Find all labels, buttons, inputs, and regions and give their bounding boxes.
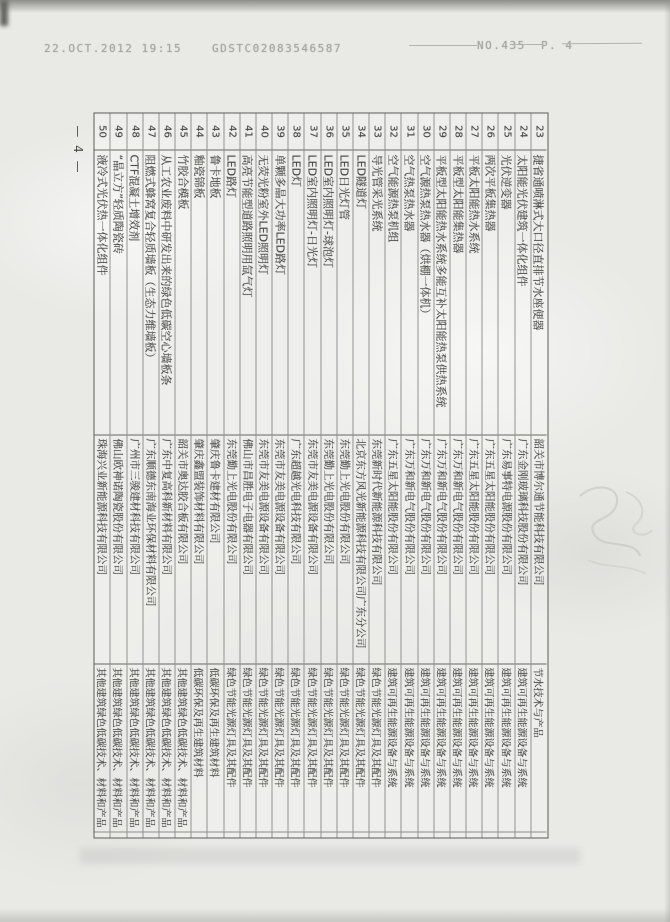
table-row xyxy=(288,113,304,837)
category-cell: 建筑可再生能源设备与系统 xyxy=(515,663,530,831)
margin-cell xyxy=(240,831,255,837)
category-cell: 建筑可再生能源设备与系统 xyxy=(434,663,449,831)
margin-cell xyxy=(110,831,125,837)
table-row xyxy=(224,113,240,837)
category-cell: 绿色节能光源灯具及其配件 xyxy=(256,663,271,831)
table-row xyxy=(240,113,256,837)
row-number-cell: 26 xyxy=(484,124,496,138)
margin-cell xyxy=(369,831,384,837)
fax-page-label: P. 4 xyxy=(541,39,574,52)
company-cell: 广东顺德东南海业环保材料有限公司 xyxy=(143,434,158,663)
table-row xyxy=(401,113,417,837)
margin-cell xyxy=(531,831,546,837)
table-row xyxy=(385,113,401,837)
company-cell: 广东金刚玻璃科技股份有限公司 xyxy=(515,434,530,663)
product-cell: LED室内照明灯-球泡灯 xyxy=(321,149,336,434)
row-number-cell: 41 xyxy=(241,124,253,138)
fax-no-label: NO.435 xyxy=(477,39,526,52)
margin-cell xyxy=(418,831,433,837)
category-cell: 绿色节能光源灯具及其配件 xyxy=(321,663,336,831)
fax-header-line xyxy=(409,45,477,46)
scan-edge-shadow xyxy=(664,0,670,922)
fax-datetime: 22.OCT.2012 19:15 xyxy=(44,42,183,55)
product-cell: 空气源热泵热水器（烘棚一体机） xyxy=(418,149,433,434)
category-cell: 绿色节能光源灯具及其配件 xyxy=(304,663,319,831)
scan-shadow-band xyxy=(80,848,580,864)
margin-cell xyxy=(385,831,400,837)
company-cell: 广东超越光电科技有限公司 xyxy=(288,434,303,663)
company-cell: 东莞市友美电源设备有限公司 xyxy=(272,434,287,663)
table-row xyxy=(498,113,514,837)
category-cell: 建筑可再生能源设备与系统 xyxy=(385,663,400,831)
product-cell: 平板太阳能热水系统 xyxy=(466,149,481,434)
margin-cell xyxy=(143,831,158,837)
category-cell: 绿色节能光源灯具及其配件 xyxy=(369,663,384,831)
product-cell: LED隧道灯 xyxy=(353,149,368,434)
table-row xyxy=(191,113,207,837)
row-number-cell: 30 xyxy=(419,124,431,138)
category-cell: 建筑可再生能源设备与系统 xyxy=(401,663,416,831)
category-cell: 其他建筑绿色低碳技术、材料和产品 xyxy=(127,663,142,831)
row-number-cell: 32 xyxy=(387,124,399,138)
company-cell: 广东易事特电源股份有限公司 xyxy=(498,434,513,663)
company-cell: 广东万和新电气股份有限公司 xyxy=(401,434,416,663)
table-row xyxy=(127,113,143,837)
table-row xyxy=(175,113,191,837)
row-number-cell: 34 xyxy=(355,124,367,138)
category-cell: 绿色节能光源灯具及其配件 xyxy=(224,663,239,831)
row-number-cell: 27 xyxy=(468,124,480,138)
table-row xyxy=(418,113,434,837)
faint-stamp-scribble xyxy=(568,468,668,588)
product-cell: 太阳能光伏建筑一体化组件 xyxy=(515,149,530,434)
product-cell: 空气热泵热水器 xyxy=(401,149,416,434)
fax-id: GDSTC02083546587 xyxy=(212,42,342,55)
fax-header-line xyxy=(510,44,542,45)
table-row xyxy=(450,113,466,837)
category-cell: 其他建筑绿色低碳技术、材料和产品 xyxy=(175,663,190,831)
category-cell: 建筑可再生能源设备与系统 xyxy=(418,663,433,831)
row-number-cell: 28 xyxy=(452,124,464,138)
table-row xyxy=(304,113,320,837)
company-cell: 东莞市友美电源设备有限公司 xyxy=(256,434,271,663)
category-cell: 绿色节能光源灯具及其配件 xyxy=(337,663,352,831)
product-cell: 无荧光粉室外LED照明灯 xyxy=(256,149,271,434)
category-cell: 其他建筑绿色低碳技术、材料和产品 xyxy=(143,663,158,831)
company-cell: 广东万和新电气股份有限公司 xyxy=(434,434,449,663)
product-cell: 空气能源热泵机组 xyxy=(385,149,400,434)
row-number-cell: 24 xyxy=(516,124,528,138)
row-number-cell: 49 xyxy=(112,124,124,138)
category-cell: 建筑可再生能源设备与系统 xyxy=(482,663,497,831)
margin-cell xyxy=(482,831,497,837)
row-number-cell: 45 xyxy=(177,124,189,138)
table-row xyxy=(515,113,531,837)
product-cell: 两次平板集热器 xyxy=(482,149,497,434)
margin-cell xyxy=(304,831,319,837)
product-cell: LED日光灯管 xyxy=(337,149,352,434)
margin-cell xyxy=(159,831,174,837)
company-cell: 肇庆鲁卡建材有限公司 xyxy=(207,434,222,663)
margin-cell xyxy=(191,831,206,837)
table-row xyxy=(369,113,385,837)
product-cell: 平板型太阳能集热器 xyxy=(450,149,465,434)
table-row xyxy=(143,113,159,837)
margin-cell xyxy=(337,831,352,837)
margin-cell xyxy=(127,831,142,837)
table-row xyxy=(272,113,288,837)
row-number-cell: 43 xyxy=(209,124,221,138)
product-approval-table xyxy=(93,112,548,838)
company-cell: 东莞市友美电源设备有限公司 xyxy=(304,434,319,663)
margin-cell xyxy=(515,831,530,837)
company-cell: 广东五星太阳能股份有限公司 xyxy=(466,434,481,663)
company-cell: 东莞勤上光电股份有限公司 xyxy=(224,434,239,663)
margin-cell xyxy=(450,831,465,837)
category-cell: 其他建筑绿色低碳技术、材料和产品 xyxy=(159,663,174,831)
category-cell: 其他建筑绿色低碳技术、材料和产品 xyxy=(94,663,109,831)
company-cell: 广东五星太阳能股份有限公司 xyxy=(482,434,497,663)
margin-cell xyxy=(466,831,481,837)
table-row xyxy=(337,113,353,837)
rotated-table-container xyxy=(93,112,548,838)
company-cell: 韶关市奥达胶合板有限公司 xyxy=(175,434,190,663)
company-cell: 佛山市昌胜电子电器有限公司 xyxy=(240,434,255,663)
table-row xyxy=(353,113,369,837)
scan-corner-artifact xyxy=(0,0,8,26)
row-number-cell: 47 xyxy=(144,124,156,138)
table-row xyxy=(434,113,450,837)
category-cell: 建筑可再生能源设备与系统 xyxy=(498,663,513,831)
row-number-cell: 38 xyxy=(290,124,302,138)
product-cell: 单颗多晶大功率LED路灯 xyxy=(272,149,287,434)
company-cell: 广东万和新电气股份有限公司 xyxy=(450,434,465,663)
category-cell: 建筑可再生能源设备与系统 xyxy=(450,663,465,831)
margin-cell xyxy=(175,831,190,837)
margin-cell xyxy=(498,831,513,837)
row-number-cell: 40 xyxy=(258,124,269,138)
category-cell: 低碳环保及再生建筑材料 xyxy=(207,663,222,831)
company-cell: 韶关市博尔通节能科技有限公司 xyxy=(531,434,546,663)
company-cell: 广东五星太阳能股份有限公司 xyxy=(385,434,400,663)
row-number-cell: 37 xyxy=(306,124,318,138)
product-cell: CTF混凝土增效剂 xyxy=(127,149,142,434)
product-cell: 导光管采光系统 xyxy=(369,149,384,434)
company-cell: 广州市三骏建材科技有限公司 xyxy=(127,434,142,663)
company-cell: 东莞勤上光电股份有限公司 xyxy=(321,434,336,663)
category-cell: 低碳环保及再生建筑材料 xyxy=(191,663,206,831)
category-cell: 建筑可再生能源设备与系统 xyxy=(466,663,481,831)
product-cell: LED路灯 xyxy=(224,149,239,434)
table-row xyxy=(207,113,223,837)
row-number-cell: 29 xyxy=(435,124,447,138)
row-number-cell: 31 xyxy=(403,124,415,138)
company-cell: 佛山欧神诺陶瓷股份有限公司 xyxy=(110,434,125,663)
product-cell: 从工农业废料中研发出来的绿色低碳空心墙板条 xyxy=(159,149,174,434)
margin-cell xyxy=(272,831,287,837)
product-cell: 捷省通喷淋式大口径直排节水座便器 xyxy=(531,149,546,434)
company-cell: 广东万和新电气股份有限公司 xyxy=(418,434,433,663)
table-row xyxy=(159,113,175,837)
company-cell: 北京东方风光新能源科技有限公司广东分公司 xyxy=(353,434,368,663)
table-row xyxy=(482,113,498,837)
product-cell: 竹胶合模板 xyxy=(175,149,190,434)
margin-cell xyxy=(401,831,416,837)
row-number-cell: 39 xyxy=(274,124,286,138)
product-cell: LED灯 xyxy=(288,149,303,434)
table-row xyxy=(94,113,110,837)
row-number-cell: 33 xyxy=(371,124,383,138)
row-number-cell: 50 xyxy=(96,124,108,138)
page-number: — 4 — xyxy=(71,125,85,175)
category-cell: 其他建筑绿色低碳技术、材料和产品 xyxy=(110,663,125,831)
margin-cell xyxy=(321,831,336,837)
product-cell: 釉瓷锦板 xyxy=(191,149,206,434)
table-row xyxy=(531,113,547,837)
margin-cell xyxy=(256,831,271,837)
product-cell: 光伏逆变器 xyxy=(498,149,513,434)
row-number-cell: 42 xyxy=(225,124,237,138)
row-number-cell: 48 xyxy=(128,124,140,138)
product-cell: LED室内照明灯-日光灯 xyxy=(304,149,319,434)
product-cell: 液冷式光伏热一体化组件 xyxy=(94,149,109,434)
row-number-cell: 44 xyxy=(193,124,205,138)
category-cell: 绿色节能光源灯具及其配件 xyxy=(288,663,303,831)
product-cell: “晶立方”轻质陶瓷砖 xyxy=(110,149,125,434)
product-cell: 平板型太阳能热水系统多能互补太阳能热泵供热系统 xyxy=(434,149,449,434)
category-cell: 绿色节能光源灯具及其配件 xyxy=(240,663,255,831)
company-cell: 东莞新时代新能源科技有限公司 xyxy=(369,434,384,663)
company-cell: 广东中复高科新材料有限公司 xyxy=(159,434,174,663)
company-cell: 东莞勤上光电股份有限公司 xyxy=(337,434,352,663)
category-cell: 绿色节能光源灯具及其配件 xyxy=(353,663,368,831)
margin-cell xyxy=(207,831,222,837)
table-row xyxy=(256,113,272,837)
margin-cell xyxy=(353,831,368,837)
company-cell: 珠海兴业新能源科技有限公司 xyxy=(94,434,109,663)
company-cell: 肇庆鑫盟装饰材料有限公司 xyxy=(191,434,206,663)
margin-cell xyxy=(224,831,239,837)
product-cell: 鲁卡地板 xyxy=(207,149,222,434)
category-cell: 节水技术与产品 xyxy=(531,663,546,831)
row-number-cell: 46 xyxy=(160,124,172,138)
margin-cell xyxy=(434,831,449,837)
row-number-cell: 25 xyxy=(500,124,512,138)
product-cell: 高亮节能型道路照明用氙气灯 xyxy=(240,149,255,434)
row-number-cell: 23 xyxy=(532,124,544,138)
product-cell: 阻燃式蜂窝复合轻质墙板（生态力维墙板） xyxy=(143,149,158,434)
table-row xyxy=(110,113,126,837)
table-row xyxy=(321,113,337,837)
margin-cell xyxy=(94,831,109,837)
fax-header-line xyxy=(562,43,642,45)
row-number-cell: 35 xyxy=(338,124,350,138)
table-row xyxy=(466,113,482,837)
margin-cell xyxy=(288,831,303,837)
row-number-cell: 36 xyxy=(322,124,334,138)
category-cell: 绿色节能光源灯具及其配件 xyxy=(272,663,287,831)
